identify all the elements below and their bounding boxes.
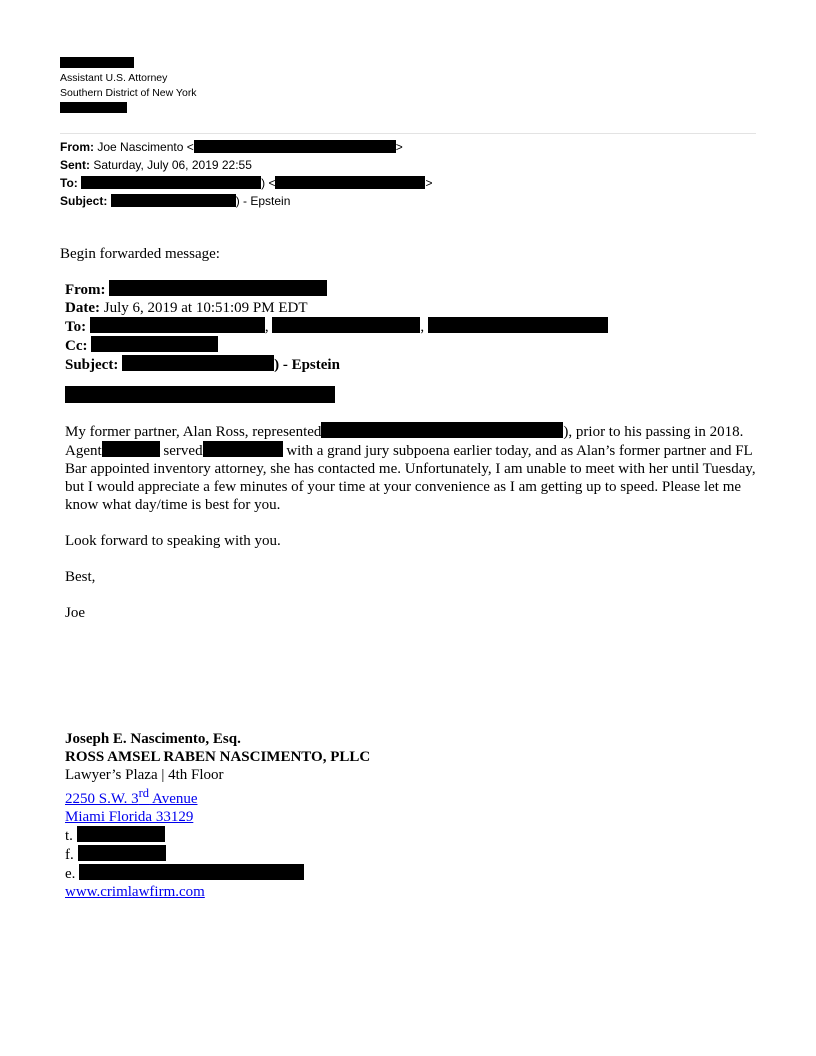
forward-intro: Begin forwarded message:	[60, 246, 220, 262]
redaction-bar	[60, 102, 127, 113]
redaction-bar	[194, 140, 396, 153]
body-text-segment: ), prior to his passing in 2018. Agent	[65, 424, 744, 459]
body-text-segment: My former partner, Alan Ross, represented	[65, 424, 322, 440]
fax-label: f.	[65, 847, 74, 863]
inner-date-label: Date:	[65, 300, 100, 316]
tel-row	[65, 826, 370, 845]
outer-from-label: From:	[60, 140, 94, 154]
fax-row	[65, 845, 370, 864]
body-paragraph: Best,	[65, 569, 96, 585]
inner-to-label: To:	[65, 319, 87, 335]
redaction-bar	[122, 355, 274, 371]
street-text: Avenue	[149, 791, 198, 807]
city-link[interactable]: Miami Florida 33129	[65, 809, 194, 825]
email-row	[65, 864, 370, 883]
outer-subject-row	[60, 192, 432, 210]
body-paragraph: Look forward to speaking with you.	[65, 533, 281, 549]
street-address-link[interactable]	[65, 786, 198, 807]
street-text: 2250 S.W. 3	[65, 791, 139, 807]
outer-to-row	[60, 174, 432, 192]
outer-sent-label: Sent:	[60, 158, 90, 172]
header-divider	[60, 133, 756, 134]
redaction-bar	[79, 864, 304, 880]
redaction-bar	[203, 441, 283, 457]
inner-subject-suffix: ) - Epstein	[274, 357, 340, 373]
redaction-bar	[275, 176, 425, 189]
redaction-bar	[321, 422, 563, 438]
inner-from-label: From:	[65, 282, 106, 298]
inner-date-value: July 6, 2019 at 10:51:09 PM EDT	[103, 300, 308, 316]
body-text-segment: served	[163, 443, 203, 459]
redaction-bar	[90, 317, 265, 333]
website-link[interactable]: www.crimlawfirm.com	[65, 884, 205, 900]
redacted-line	[65, 386, 335, 406]
inner-cc-row	[65, 336, 608, 355]
signature-address-line: Lawyer’s Plaza | 4th Floor	[65, 767, 224, 783]
redaction-bar	[91, 336, 218, 352]
inner-cc-label: Cc:	[65, 338, 88, 354]
outer-from-row	[60, 138, 432, 156]
outer-from-name: Joe Nascimento <	[97, 140, 194, 154]
inner-to-row	[65, 317, 608, 336]
redaction-bar	[81, 176, 261, 189]
redaction-bar	[78, 845, 166, 861]
inner-subject-label: Subject:	[65, 357, 119, 373]
email-label: e.	[65, 866, 76, 882]
outer-sent-value: Saturday, July 06, 2019 22:55	[93, 158, 252, 172]
outer-to-label: To:	[60, 176, 78, 190]
street-superscript: rd	[138, 786, 150, 800]
inner-date-row	[65, 299, 608, 317]
sender-office: Southern District of New York	[60, 87, 197, 99]
signature-firm: ROSS AMSEL RABEN NASCIMENTO, PLLC	[65, 749, 371, 765]
message-body	[65, 422, 765, 640]
inner-to-sep: ,	[264, 319, 269, 335]
email-signature	[65, 730, 370, 901]
tel-label: t.	[65, 828, 73, 844]
outer-sent-row	[60, 156, 432, 174]
inner-email-header	[65, 280, 608, 374]
redaction-bar	[65, 386, 335, 403]
redaction-bar	[60, 57, 134, 68]
inner-subject-row	[65, 355, 608, 374]
redaction-bar	[111, 194, 236, 207]
outer-subject-suffix: ) - Epstein	[235, 194, 291, 208]
body-text-segment: with a grand jury subpoena earlier today, and as Alan’s former partner and FL Bar appointed inventory attorney, she has contacted me. Unfortunately, I am unable to meet with her until Tuesday, but I would appreciate a few minutes of your time at your convenience as I am getting up to speed. Please let me know what day/time is best for you.	[65, 443, 756, 513]
signature-name: Joseph E. Nascimento, Esq.	[65, 731, 241, 747]
body-paragraph: Joe	[65, 605, 85, 621]
redaction-bar	[77, 826, 165, 842]
outer-to-close: >	[425, 176, 433, 190]
outer-subject-label: Subject:	[60, 194, 108, 208]
outer-to-mid: ) <	[261, 176, 276, 190]
outer-email-header	[60, 138, 432, 210]
sender-title: Assistant U.S. Attorney	[60, 72, 168, 84]
outer-from-close: >	[395, 140, 403, 154]
redaction-bar	[102, 441, 160, 457]
body-paragraph	[65, 422, 765, 514]
inner-from-row	[65, 280, 608, 299]
inner-to-sep: ,	[420, 319, 425, 335]
redaction-bar	[428, 317, 608, 333]
redaction-bar	[109, 280, 327, 296]
sender-block	[60, 56, 197, 116]
redaction-bar	[272, 317, 420, 333]
